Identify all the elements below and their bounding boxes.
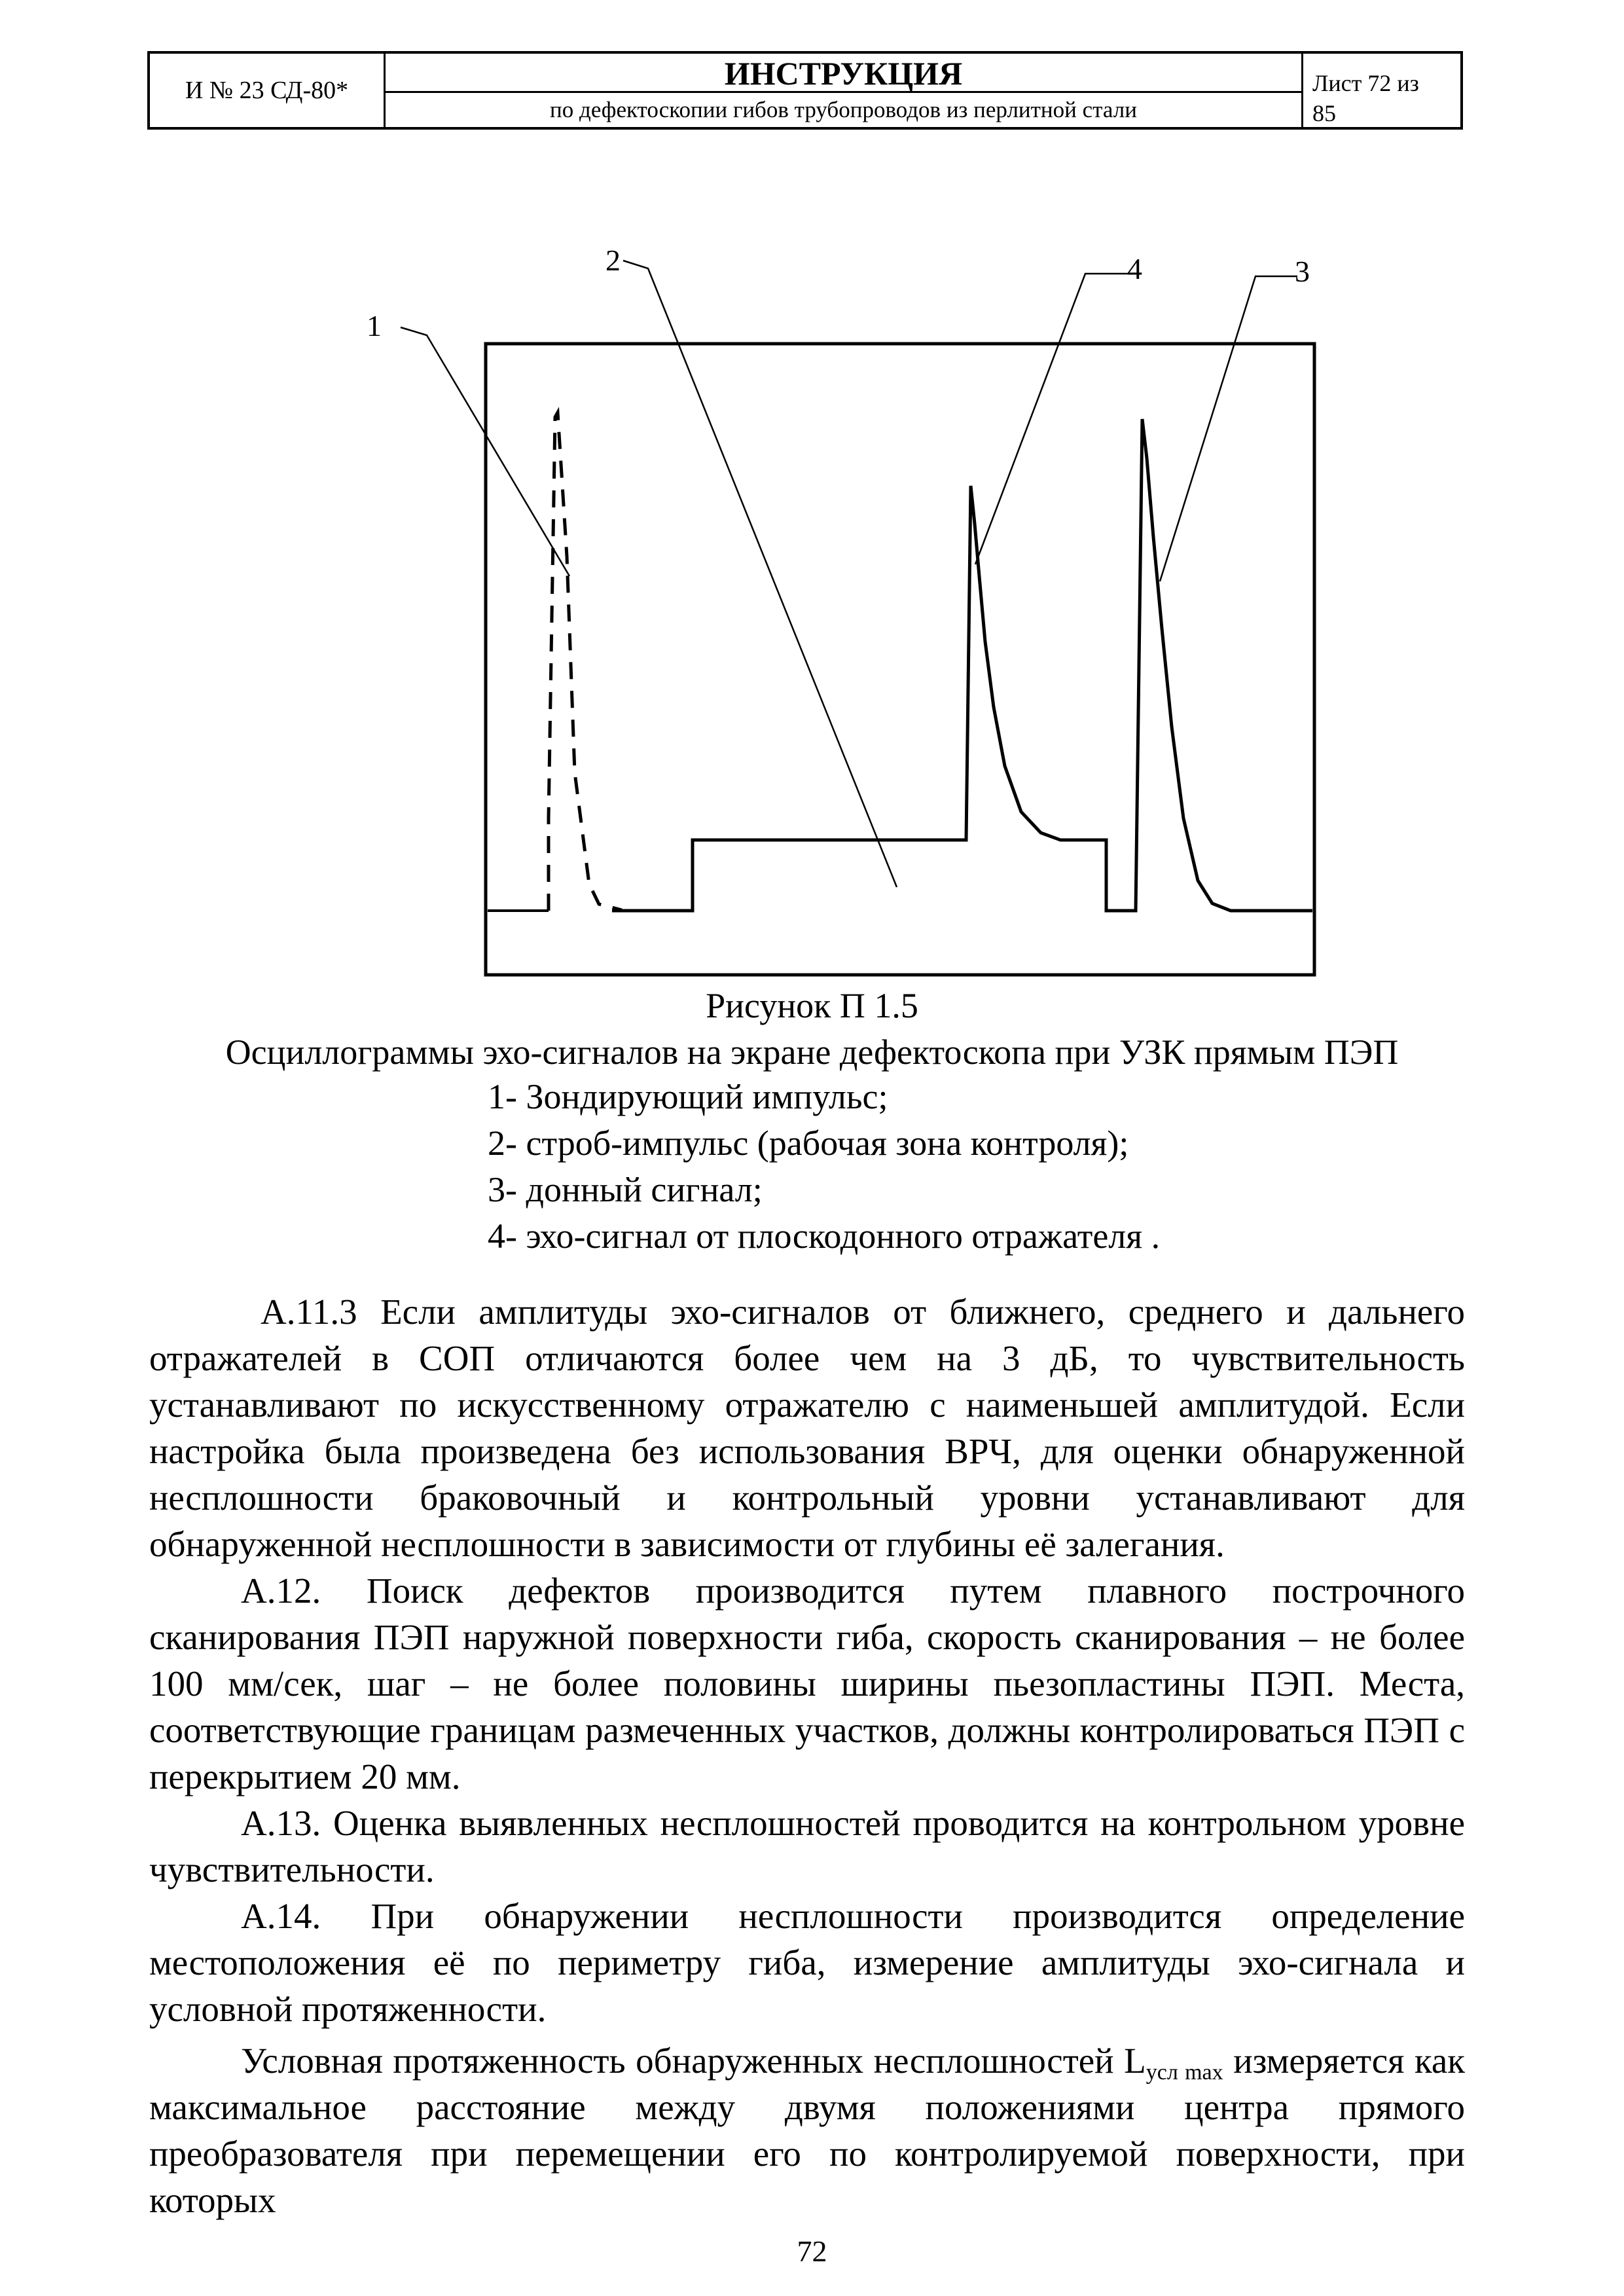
legend-item: 2- строб-импульс (рабочая зона контроля);: [488, 1123, 1129, 1163]
figure-caption-title: Рисунок П 1.5: [706, 986, 918, 1025]
callout-1: 1: [367, 309, 382, 342]
doc-title: ИНСТРУКЦИЯ: [386, 54, 1301, 93]
sheet-line-2: 85: [1312, 100, 1336, 126]
signal-trace: [612, 419, 1312, 911]
paragraph-length: [149, 2037, 1465, 2223]
screen-frame: [486, 344, 1314, 975]
leader-line-3: [1160, 276, 1297, 581]
doc-id: И № 23 СД-80*: [150, 54, 386, 127]
callout-2: 2: [605, 244, 621, 277]
body-text: [149, 1288, 1465, 2223]
legend-item: 4- эхо-сигнал от плоскодонного отражателя .: [488, 1216, 1161, 1256]
callout-4: 4: [1127, 252, 1142, 285]
leader-line-2: [623, 261, 897, 887]
callout-3: 3: [1295, 255, 1310, 288]
length-subscript: усл max: [1146, 2060, 1223, 2085]
oscillogram-figure: [0, 0, 1624, 1008]
legend-item: 3- донный сигнал;: [488, 1170, 763, 1209]
paragraph-a13: А.13. Оценка выявленных несплошностей проводится на контрольном уровне чувствительности.: [149, 1803, 1465, 1889]
paragraph-a12: А.12. Поиск дефектов производится путем плавного построчного сканирования ПЭП наружной поверхности гиба, скорость сканирования – не более 100 мм/сек, шаг – не более половины ширины пьезопластины ПЭП. Места, соответствующие границам размеченных участков, должны контролироваться ПЭП с перекрытием 20 мм.: [149, 1571, 1465, 1796]
sheet-line-1: Лист 72 из: [1312, 70, 1419, 96]
paragraph-length-end: измеряется как максимальное расстояние между двумя положениями центра прямого преобразователя при перемещении его по контролируемой поверхности, при которых: [149, 2041, 1465, 2220]
paragraph-a14: А.14. При обнаружении несплошности производится определение местоположения её по периметру гиба, измерение амплитуды эхо-сигнала и условной протяженности.: [149, 1896, 1465, 2029]
doc-subtitle: по дефектоскопии гибов трубопроводов из перлитной стали: [550, 97, 1137, 122]
figure-legend: [488, 1074, 1160, 1260]
paragraph-a11-3: А.11.3 Если амплитуды эхо-сигналов от ближнего, среднего и дальнего отражателей в СОП отличаются более чем на 3 дБ, то чувствительность устанавливают по искусственному отражателю с наименьшей амплитудой. Если настройка была произведена без использования ВРЧ, для оценки обнаруженной несплошности браковочный и контрольный уровни устанавливают для обнаруженной несплошности в зависимости от глубины её залегания.: [149, 1292, 1465, 1564]
probing-pulse: [549, 412, 622, 911]
figure-caption-text: Осциллограммы эхо-сигналов на экране дефектоскопа при УЗК прямым ПЭП: [225, 1032, 1399, 1072]
leader-line-4: [975, 274, 1132, 564]
paragraph-length-start: Условная протяженность обнаруженных несплошностей L: [241, 2041, 1146, 2081]
page-number: 72: [797, 2234, 827, 2268]
legend-item: 1- Зондирующий импульс;: [488, 1077, 888, 1116]
